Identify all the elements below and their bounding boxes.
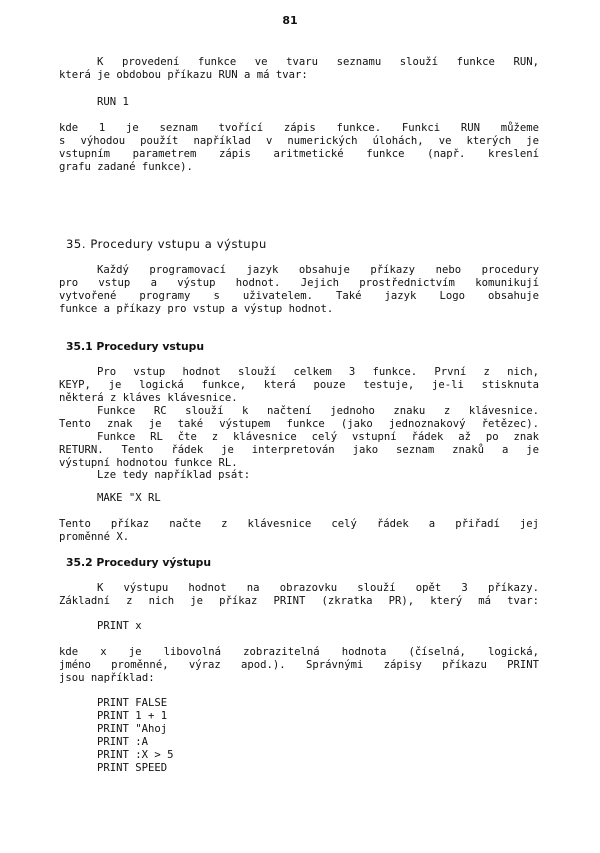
chapter-intro-line: funkce a příkazy pro vstup a výstup hodnot. (59, 303, 334, 315)
section1-para3-line: výstupní hodnotou funkce RL. (59, 457, 238, 469)
page-number: 81 (282, 14, 298, 27)
section-title: 35.2 Procedury výstupu (66, 556, 212, 569)
intro-desc-line: vstupním parametrem zápis aritmetické funkce (např. kreslení (59, 148, 539, 160)
section2-para1-line: K výstupu hodnot na obrazovku slouží opět 3 příkazy. (97, 582, 539, 594)
section1-para1-line: KEYP, je logická funkce, která pouze testuje, je-li stisknuta (59, 379, 539, 391)
section1-para2-line: Tento znak je také výstupem funkce (jako jednoznakový řetězec). (59, 418, 539, 430)
intro-code: RUN 1 (97, 96, 129, 108)
intro-desc-line: s výhodou použít například v numerických úlohách, ve kterých je (59, 135, 539, 147)
section1-para3-line: Funkce RL čte z klávesnice celý vstupní řádek až po znak (97, 431, 539, 443)
intro-desc-line: grafu zadané funkce). (59, 161, 193, 173)
intro-line-1: K provedení funkce ve tvaru seznamu slouží funkce RUN, (97, 56, 539, 68)
section2-desc-line: jsou například: (59, 672, 155, 684)
code-example-line: PRINT "Ahoj (97, 723, 168, 735)
code-example-line: PRINT :A (97, 736, 149, 748)
chapter-intro-line: Každý programovací jazyk obsahuje příkazy nebo procedury (97, 264, 539, 276)
section1-after-line: proměnné X. (59, 531, 130, 543)
section1-para3-line: RETURN. Tento řádek je interpretován jako seznam znaků a je (59, 444, 539, 456)
section1-para1-line: Pro vstup hodnot slouží celkem 3 funkce. První z nich, (97, 366, 539, 378)
section1-para2-line: Funkce RC slouží k načtení jednoho znaku z klávesnice. (97, 405, 539, 417)
section2-para1-line: Základní z nich je příkaz PRINT (zkratka PR), který má tvar: (59, 595, 539, 607)
section1-after-line: Tento příkaz načte z klávesnice celý řádek a přiřadí jej (59, 518, 539, 530)
section-title: 35.1 Procedury vstupu (66, 340, 205, 353)
code-example-line: PRINT 1 + 1 (97, 710, 168, 722)
section2-desc-line: kde x je libovolná zobrazitelná hodnota (číselná, logická, (59, 646, 539, 658)
section2-code: PRINT x (97, 620, 142, 632)
code-example-line: PRINT SPEED (97, 762, 168, 774)
chapter-intro-line: vytvořené programy s uživatelem. Také jazyk Logo obsahuje (59, 290, 539, 302)
section1-para4: Lze tedy například psát: (97, 469, 251, 481)
section1-code: MAKE "X RL (97, 492, 161, 504)
section2-desc-line: jméno proměnné, výraz apod.). Správnými zápisy příkazu PRINT (59, 659, 539, 671)
intro-line-2: která je obdobou příkazu RUN a má tvar: (59, 69, 308, 81)
intro-desc-line: kde 1 je seznam tvořící zápis funkce. Funkci RUN můžeme (59, 122, 539, 134)
chapter-intro-line: pro vstup a výstup hodnot. Jejich prostřednictvím komunikují (59, 277, 539, 289)
section1-para1-line: některá z kláves klávesnice. (59, 392, 238, 404)
chapter-title: 35. Procedury vstupu a výstupu (66, 237, 267, 251)
code-example-line: PRINT :X > 5 (97, 749, 174, 761)
code-example-line: PRINT FALSE (97, 697, 168, 709)
